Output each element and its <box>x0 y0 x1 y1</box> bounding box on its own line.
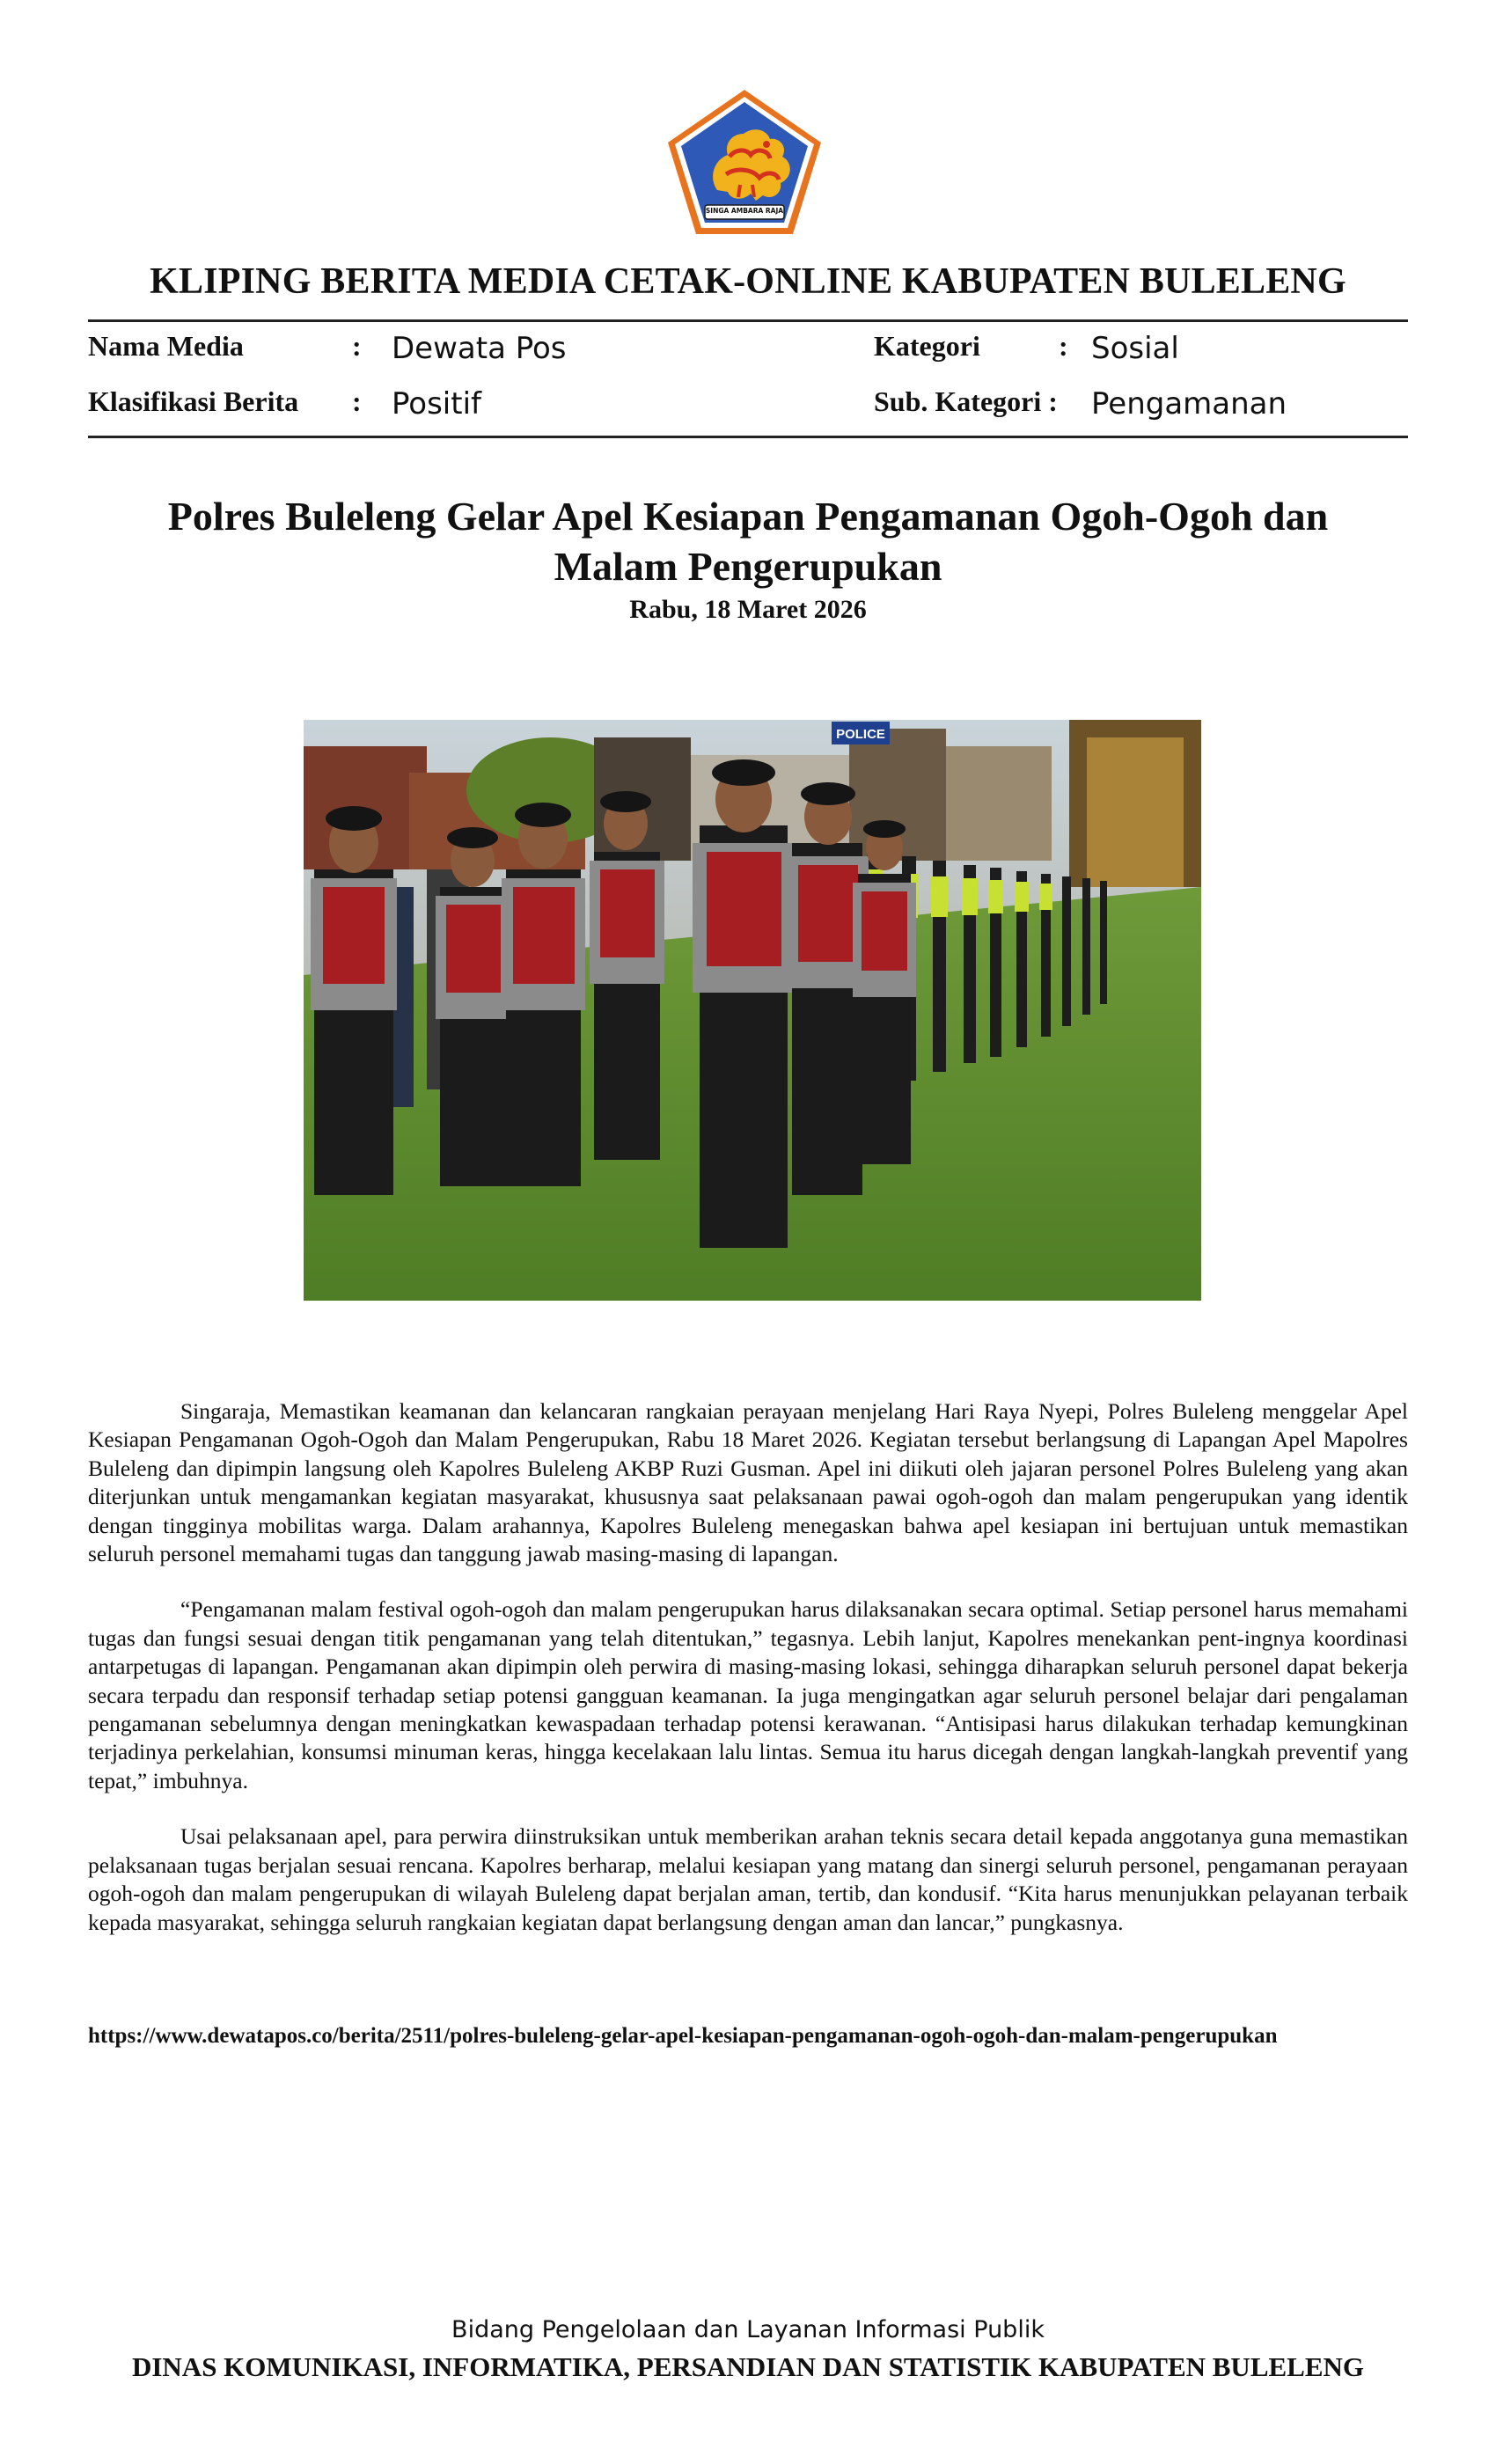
photo-police-sign: POLICE <box>836 727 885 742</box>
sub-kategori-label: Sub. Kategori : <box>874 385 1058 417</box>
nama-media-value: Dewata Pos <box>392 331 567 366</box>
klasifikasi-value: Positif <box>392 386 481 422</box>
sub-kategori-value: Pengamanan <box>1091 386 1287 422</box>
article-date: Rabu, 18 Maret 2026 <box>629 595 867 624</box>
meta-colon: : <box>1059 330 1068 362</box>
emblem-motto: SINGA AMBARA RAJA <box>705 207 784 215</box>
meta-colon: : <box>352 330 362 362</box>
klasifikasi-label: Klasifikasi Berita <box>88 385 299 417</box>
nama-media-label: Nama Media <box>88 330 244 362</box>
article-paragraph: “Pengamanan malam festival ogoh-ogoh dan malam pengerupukan harus dilaksanakan secara optimal. Setiap personel harus memahami tugas dan fungsi sesuai dengan titik pengamanan yang telah ditentukan,” tegasnya. Lebih lanjut, Kapolres menekankan pent-ingnya koordinasi antarpetugas di lapangan. Pengamanan akan dipimpin oleh perwira di masing-masing lokasi, sehingga diharapkan seluruh personel dapat bekerja secara terpadu dan responsif terhadap setiap potensi gangguan keamanan. Ia juga mengingatkan agar seluruh personel belajar dari pengalaman pengamanan sebelumnya dengan meningkatkan kewaspadaan terhadap potensi kerawanan. “Antisipasi harus dilakukan terhadap kemungkinan terjadinya perkelahian, konsumsi minuman keras, hingga kecelakaan lalu lintas. Semua itu harus dicegah dengan langkah-langkah preventif yang tepat,” imbuhnya. <box>88 1596 1408 1793</box>
footer-department: Bidang Pengelolaan dan Layanan Informasi Publik <box>451 2316 1045 2343</box>
article-photo <box>304 720 1201 1301</box>
article-headline: Polres Buleleng Gelar Apel Kesiapan Pengamanan Ogoh-Ogoh dan Malam Pengerupukan <box>167 494 1329 589</box>
header-divider-top <box>88 319 1408 322</box>
meta-colon: : <box>352 385 362 417</box>
clipping-title: KLIPING BERITA MEDIA CETAK-ONLINE KABUPATEN BULELENG <box>150 261 1346 302</box>
source-link[interactable]: https://www.dewatapos.co/berita/2511/polres-buleleng-gelar-apel-kesiapan-pengamanan-ogoh-ogoh-dan-malam-pengerupukan <box>88 2024 1278 2048</box>
article-paragraph: Singaraja, Memastikan keamanan dan kelancaran rangkaian perayaan menjelang Hari Raya Nyepi, Polres Buleleng menggelar Apel Kesiapan Pengamanan Ogoh-Ogoh dan Malam Pengerupukan, Rabu 18 Maret 2026. Kegiatan tersebut berlangsung di Lapangan Apel Mapolres Buleleng dan dipimpin langsung oleh Kapolres Buleleng AKBP Ruzi Gusman. Apel ini diikuti oleh jajaran personel Polres Buleleng yang akan diterjunkan untuk mengamankan kegiatan masyarakat, khususnya saat pelaksanaan pawai ogoh-ogoh dan malam pengerupukan yang identik dengan tingginya mobilitas warga. Dalam arahannya, Kapolres Buleleng menegaskan bahwa apel kesiapan ini bertujuan untuk memastikan seluruh personel memahami tugas dan tanggung jawab masing-masing di lapangan. <box>88 1398 1408 1567</box>
kategori-value: Sosial <box>1091 331 1179 366</box>
article-paragraph: Usai pelaksanaan apel, para perwira diinstruksikan untuk memberikan arahan teknis secara detail kepada anggotanya guna memastikan pelaksanaan tugas berjalan sesuai rencana. Kapolres berharap, melalui kesiapan yang matang dan sinergi seluruh personel, pengamanan perayaan ogoh-ogoh dan malam pengerupukan di wilayah Buleleng dapat berjalan aman, tertib, dan kondusif. “Kita harus menunjukkan pelayanan terbaik kepada masyarakat, sehingga seluruh rangkaian kegiatan dapat berlangsung dengan aman dan lancar,” pungkasnya. <box>88 1823 1408 1935</box>
footer-agency: DINAS KOMUNIKASI, INFORMATIKA, PERSANDIAN DAN STATISTIK KABUPATEN BULELENG <box>131 2351 1365 2382</box>
buleleng-regency-emblem-icon <box>664 86 825 238</box>
kategori-label: Kategori <box>874 330 980 362</box>
article-body <box>88 1397 1408 1964</box>
header-divider-bottom <box>88 436 1408 438</box>
